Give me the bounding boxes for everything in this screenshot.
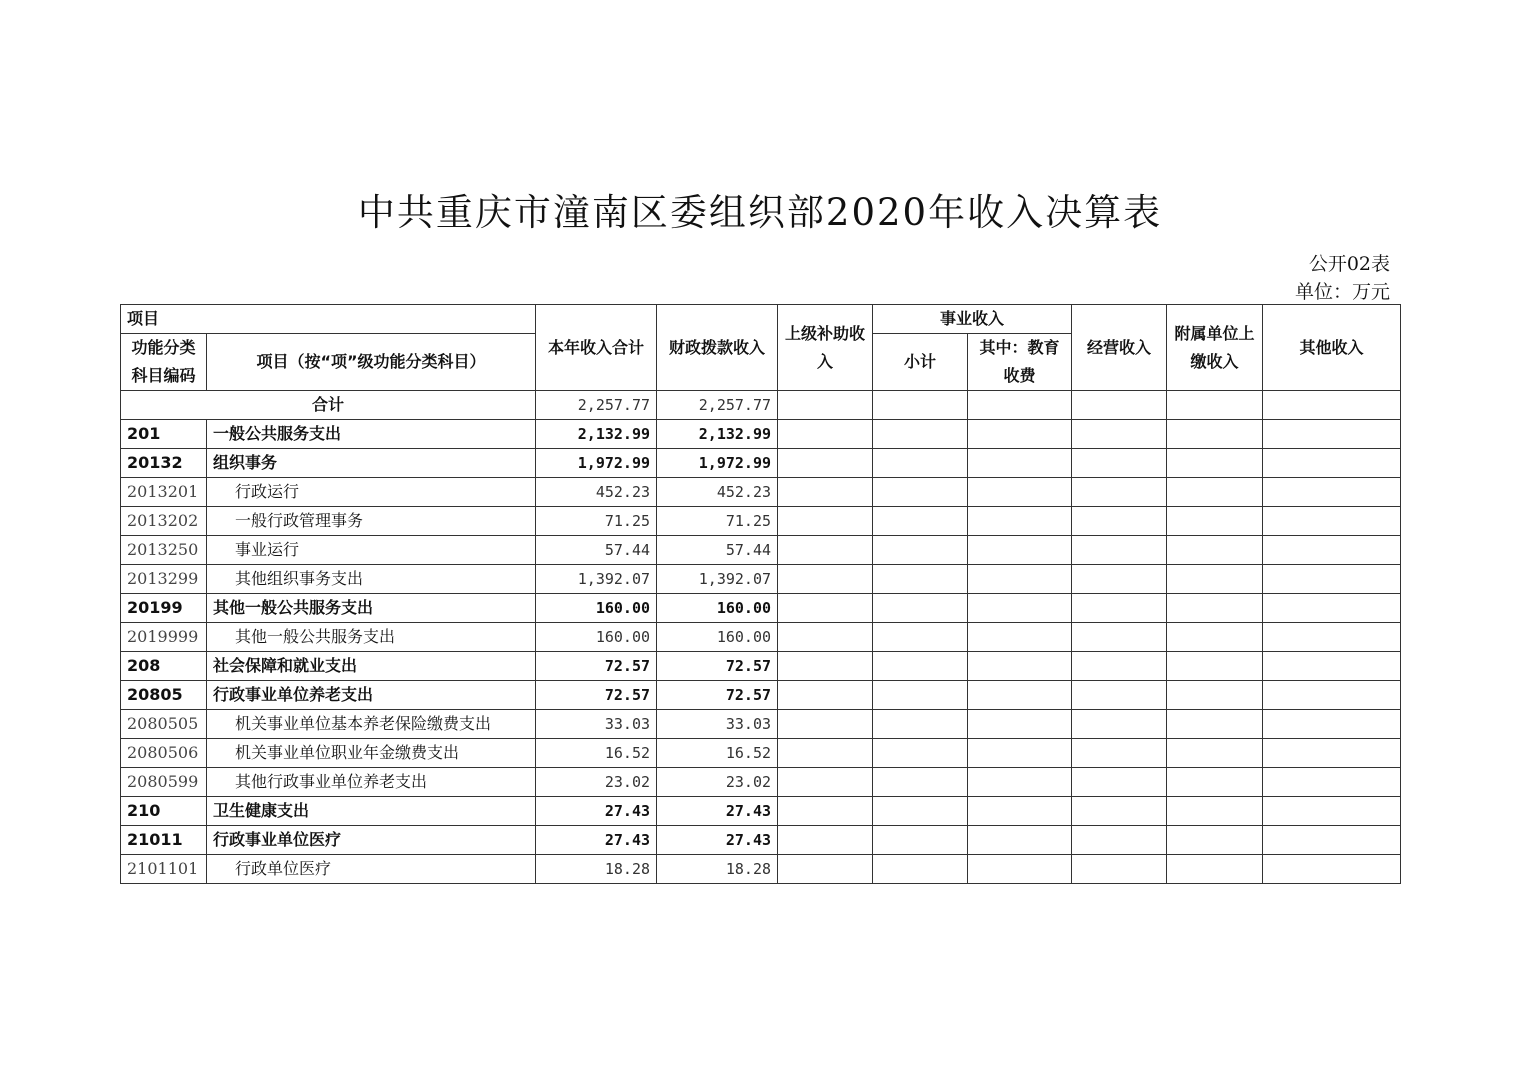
empty-cell: [968, 507, 1072, 536]
row-name: 行政事业单位医疗: [207, 826, 536, 855]
empty-cell: [778, 739, 873, 768]
empty-cell: [1167, 594, 1263, 623]
empty-cell: [1072, 594, 1167, 623]
table-row: [121, 449, 1401, 478]
empty-cell: [1072, 797, 1167, 826]
row-total-income: 160.00: [536, 594, 657, 623]
row-fiscal: 27.43: [657, 797, 778, 826]
empty-cell: [778, 623, 873, 652]
empty-cell: [968, 768, 1072, 797]
row-name: 卫生健康支出: [207, 797, 536, 826]
table-row: [121, 768, 1401, 797]
empty-cell: [873, 623, 968, 652]
empty-cell: [1072, 710, 1167, 739]
empty-cell: [968, 478, 1072, 507]
table-row: [121, 623, 1401, 652]
table-row: [121, 565, 1401, 594]
row-total-income: 71.25: [536, 507, 657, 536]
row-name: 机关事业单位职业年金缴费支出: [207, 739, 536, 768]
empty-cell: [1263, 797, 1401, 826]
row-fiscal: 23.02: [657, 768, 778, 797]
row-total-income: 27.43: [536, 826, 657, 855]
row-name: 组织事务: [207, 449, 536, 478]
empty-cell: [1263, 420, 1401, 449]
empty-cell: [1263, 623, 1401, 652]
table-number: 公开02表: [1308, 253, 1390, 275]
empty-cell: [873, 594, 968, 623]
empty-cell: [1072, 565, 1167, 594]
empty-cell: [1263, 652, 1401, 681]
row-code: 2013299: [121, 565, 207, 594]
row-total-income: 16.52: [536, 739, 657, 768]
table-row: [121, 507, 1401, 536]
empty-cell: [968, 855, 1072, 884]
empty-cell: [1167, 768, 1263, 797]
row-fiscal: 16.52: [657, 739, 778, 768]
row-code: 2080506: [121, 739, 207, 768]
row-fiscal: 72.57: [657, 681, 778, 710]
empty-cell: [778, 507, 873, 536]
empty-cell: [1072, 855, 1167, 884]
empty-cell: [968, 623, 1072, 652]
empty-cell: [1072, 826, 1167, 855]
empty-cell: [1263, 507, 1401, 536]
row-name: 社会保障和就业支出: [207, 652, 536, 681]
empty-cell: [968, 739, 1072, 768]
empty-cell: [1072, 739, 1167, 768]
row-code: 2019999: [121, 623, 207, 652]
empty-cell: [1167, 652, 1263, 681]
row-fiscal: 72.57: [657, 652, 778, 681]
row-name: 一般行政管理事务: [207, 507, 536, 536]
empty-cell: [1263, 594, 1401, 623]
empty-cell: [873, 797, 968, 826]
row-name: 其他一般公共服务支出: [207, 623, 536, 652]
empty-cell: [1072, 507, 1167, 536]
empty-cell: [778, 768, 873, 797]
empty-cell: [968, 536, 1072, 565]
empty-cell: [968, 652, 1072, 681]
empty-cell: [1167, 681, 1263, 710]
table-row: [121, 536, 1401, 565]
empty-cell: [1167, 565, 1263, 594]
row-code: 20132: [121, 449, 207, 478]
row-name: 其他组织事务支出: [207, 565, 536, 594]
header-item: 项目: [121, 305, 536, 334]
empty-cell: [1167, 797, 1263, 826]
empty-cell: [873, 826, 968, 855]
empty-cell: [778, 826, 873, 855]
header-func-code: 功能分类科目编码: [121, 334, 207, 391]
empty-cell: [873, 855, 968, 884]
empty-cell: [778, 565, 873, 594]
empty-cell: [1167, 420, 1263, 449]
header-affiliated: 附属单位上缴收入: [1167, 305, 1263, 391]
row-code: 208: [121, 652, 207, 681]
header-fiscal: 财政拨款收入: [657, 305, 778, 391]
empty-cell: [1263, 681, 1401, 710]
empty-cell: [968, 420, 1072, 449]
empty-cell: [1263, 826, 1401, 855]
row-fiscal: 27.43: [657, 826, 778, 855]
empty-cell: [1072, 768, 1167, 797]
row-total-income: 33.03: [536, 710, 657, 739]
row-total-income: 57.44: [536, 536, 657, 565]
header-item-name: 项目（按“项”级功能分类科目）: [207, 334, 536, 391]
row-code: 20805: [121, 681, 207, 710]
header-other: 其他收入: [1263, 305, 1401, 391]
row-name: 一般公共服务支出: [207, 420, 536, 449]
empty-cell: [968, 565, 1072, 594]
empty-cell: [1167, 507, 1263, 536]
empty-cell: [873, 710, 968, 739]
row-fiscal: 452.23: [657, 478, 778, 507]
row-code: 21011: [121, 826, 207, 855]
header-superior-subsidy: 上级补助收入: [778, 305, 873, 391]
total-fiscal-value: 2,257.77: [657, 391, 778, 420]
empty-cell: [968, 710, 1072, 739]
empty-cell: [1167, 478, 1263, 507]
empty-cell: [778, 681, 873, 710]
empty-cell: [873, 420, 968, 449]
row-code: 201: [121, 420, 207, 449]
empty-cell: [1263, 710, 1401, 739]
table-row: [121, 826, 1401, 855]
row-name: 行政事业单位养老支出: [207, 681, 536, 710]
row-total-income: 452.23: [536, 478, 657, 507]
row-total-income: 2,132.99: [536, 420, 657, 449]
empty-cell: [1072, 623, 1167, 652]
table-row: [121, 420, 1401, 449]
empty-cell: [1263, 449, 1401, 478]
empty-cell: [1167, 623, 1263, 652]
empty-cell: [1263, 565, 1401, 594]
empty-cell: [778, 536, 873, 565]
row-code: 20199: [121, 594, 207, 623]
row-fiscal: 57.44: [657, 536, 778, 565]
row-code: 2080599: [121, 768, 207, 797]
empty-cell: [778, 797, 873, 826]
table-row: [121, 652, 1401, 681]
empty-cell: [1072, 652, 1167, 681]
row-fiscal: 18.28: [657, 855, 778, 884]
empty-cell: [873, 739, 968, 768]
empty-cell: [1167, 826, 1263, 855]
empty-cell: [778, 449, 873, 478]
empty-cell: [968, 681, 1072, 710]
empty-cell: [778, 710, 873, 739]
empty-cell: [1263, 536, 1401, 565]
row-fiscal: 33.03: [657, 710, 778, 739]
header-total-income: 本年收入合计: [536, 305, 657, 391]
empty-cell: [873, 681, 968, 710]
empty-cell: [873, 449, 968, 478]
table-row: [121, 797, 1401, 826]
page-title: 中共重庆市潼南区委组织部2020年收入决算表: [357, 191, 1163, 234]
empty-cell: [1263, 768, 1401, 797]
table-row: [121, 594, 1401, 623]
table-row: [121, 855, 1401, 884]
header-edu-fee: 其中：教育收费: [968, 334, 1072, 391]
row-total-income: 18.28: [536, 855, 657, 884]
row-fiscal: 160.00: [657, 594, 778, 623]
row-name: 机关事业单位基本养老保险缴费支出: [207, 710, 536, 739]
empty-cell: [1263, 478, 1401, 507]
empty-cell: [1263, 739, 1401, 768]
empty-cell: [968, 826, 1072, 855]
row-fiscal: 1,972.99: [657, 449, 778, 478]
empty-cell: [873, 652, 968, 681]
empty-cell: [873, 478, 968, 507]
row-code: 2013250: [121, 536, 207, 565]
empty-cell: [968, 594, 1072, 623]
empty-cell: [778, 420, 873, 449]
empty-cell: [873, 507, 968, 536]
row-total-income: 72.57: [536, 681, 657, 710]
header-business-income: 事业收入: [873, 305, 1072, 334]
table-row: [121, 710, 1401, 739]
empty-cell: [1072, 681, 1167, 710]
income-table: [120, 304, 1401, 884]
row-fiscal: 160.00: [657, 623, 778, 652]
empty-cell: [968, 797, 1072, 826]
total-income-value: 2,257.77: [536, 391, 657, 420]
table-row: [121, 478, 1401, 507]
unit-label: 单位：万元: [1294, 281, 1390, 303]
row-fiscal: 2,132.99: [657, 420, 778, 449]
table-row: [121, 739, 1401, 768]
row-total-income: 72.57: [536, 652, 657, 681]
row-code: 2013202: [121, 507, 207, 536]
total-label: 合计: [121, 391, 536, 420]
empty-cell: [873, 768, 968, 797]
empty-cell: [1072, 420, 1167, 449]
row-code: 2013201: [121, 478, 207, 507]
row-name: 事业运行: [207, 536, 536, 565]
row-code: 210: [121, 797, 207, 826]
empty-cell: [1263, 855, 1401, 884]
row-total-income: 160.00: [536, 623, 657, 652]
header-subtotal: 小计: [873, 334, 968, 391]
empty-cell: [1167, 536, 1263, 565]
table-row: [121, 681, 1401, 710]
row-code: 2101101: [121, 855, 207, 884]
empty-cell: [778, 594, 873, 623]
row-code: 2080505: [121, 710, 207, 739]
empty-cell: [778, 855, 873, 884]
empty-cell: [778, 478, 873, 507]
empty-cell: [873, 536, 968, 565]
row-name: 行政单位医疗: [207, 855, 536, 884]
row-total-income: 1,972.99: [536, 449, 657, 478]
total-row: [121, 391, 1401, 420]
empty-cell: [1167, 739, 1263, 768]
row-name: 行政运行: [207, 478, 536, 507]
empty-cell: [873, 565, 968, 594]
empty-cell: [1167, 710, 1263, 739]
empty-cell: [1167, 855, 1263, 884]
row-total-income: 23.02: [536, 768, 657, 797]
empty-cell: [1072, 449, 1167, 478]
row-fiscal: 71.25: [657, 507, 778, 536]
empty-cell: [778, 652, 873, 681]
header-operating: 经营收入: [1072, 305, 1167, 391]
row-name: 其他行政事业单位养老支出: [207, 768, 536, 797]
empty-cell: [1072, 536, 1167, 565]
row-fiscal: 1,392.07: [657, 565, 778, 594]
empty-cell: [968, 449, 1072, 478]
empty-cell: [1072, 478, 1167, 507]
empty-cell: [1167, 449, 1263, 478]
table-body: [121, 391, 1401, 884]
row-name: 其他一般公共服务支出: [207, 594, 536, 623]
row-total-income: 27.43: [536, 797, 657, 826]
row-total-income: 1,392.07: [536, 565, 657, 594]
